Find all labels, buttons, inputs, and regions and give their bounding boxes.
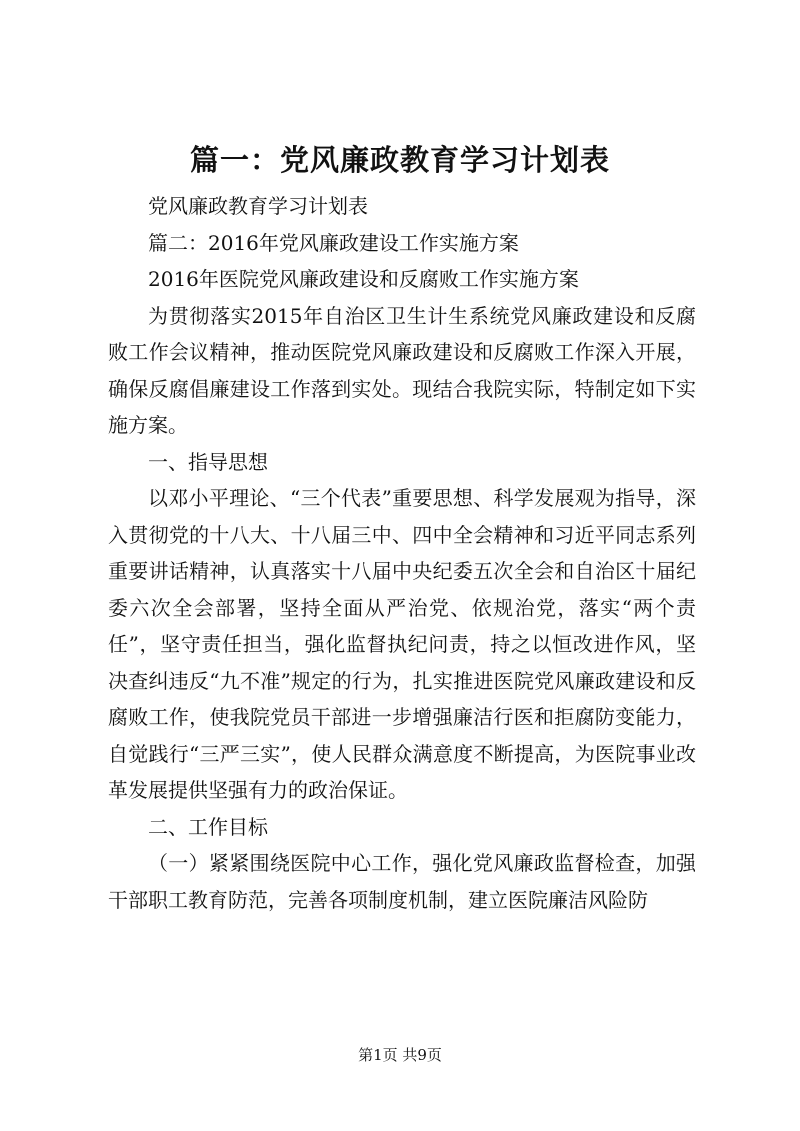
paragraph-work-goals: （一）紧紧围绕医院中心工作，强化党风廉政监督检查，加强干部职工教育防范，完善各项制度机制，建立医院廉洁风险防 (108, 851, 696, 912)
paragraph-plan-title: 2016年医院党风廉政建设和反腐败工作实施方案 (148, 267, 579, 291)
heading-guiding-ideology: 一、指导思想 (148, 449, 268, 474)
document-body (108, 188, 696, 918)
paragraph-guiding-ideology: 以邓小平理论、“三个代表”重要思想、科学发展观为指导，深入贯彻党的十八大、十八届三中、四中全会精神和习近平同志系列重要讲话精神，认真落实十八届中央纪委五次全会和自治区十届纪委六次全会部署，坚持全面从严治党、依规治党，落实“两个责任”，坚守责任担当，强化监督执纪问责，持之以恒改进作风，坚决查纠违反“九不准”规定的行为，扎实推进医院党风廉政建设和反腐败工作，使我院党员干部进一步增强廉洁行医和拒腐防变能力，自觉践行“三严三实”，使人民群众满意度不断提高，为医院事业改革发展提供坚强有力的政治保证。 (108, 486, 696, 802)
page-footer: 第1页 共9页 (358, 1046, 442, 1064)
paragraph-section-heading: 篇二：2016年党风廉政建设工作实施方案 (148, 230, 519, 255)
paragraph-subtitle: 党风廉政教育学习计划表 (148, 194, 368, 218)
heading-work-goals: 二、工作目标 (148, 814, 268, 839)
document-title: 篇一：党风廉政教育学习计划表 (189, 143, 610, 177)
paragraph-intro: 为贯彻落实2015年自治区卫生计生系统党风廉政建设和反腐败工作会议精神，推动医院党风廉政建设和反腐败工作深入开展，确保反腐倡廉建设工作落到实处。现结合我院实际，特制定如下实施方案。 (108, 303, 696, 437)
